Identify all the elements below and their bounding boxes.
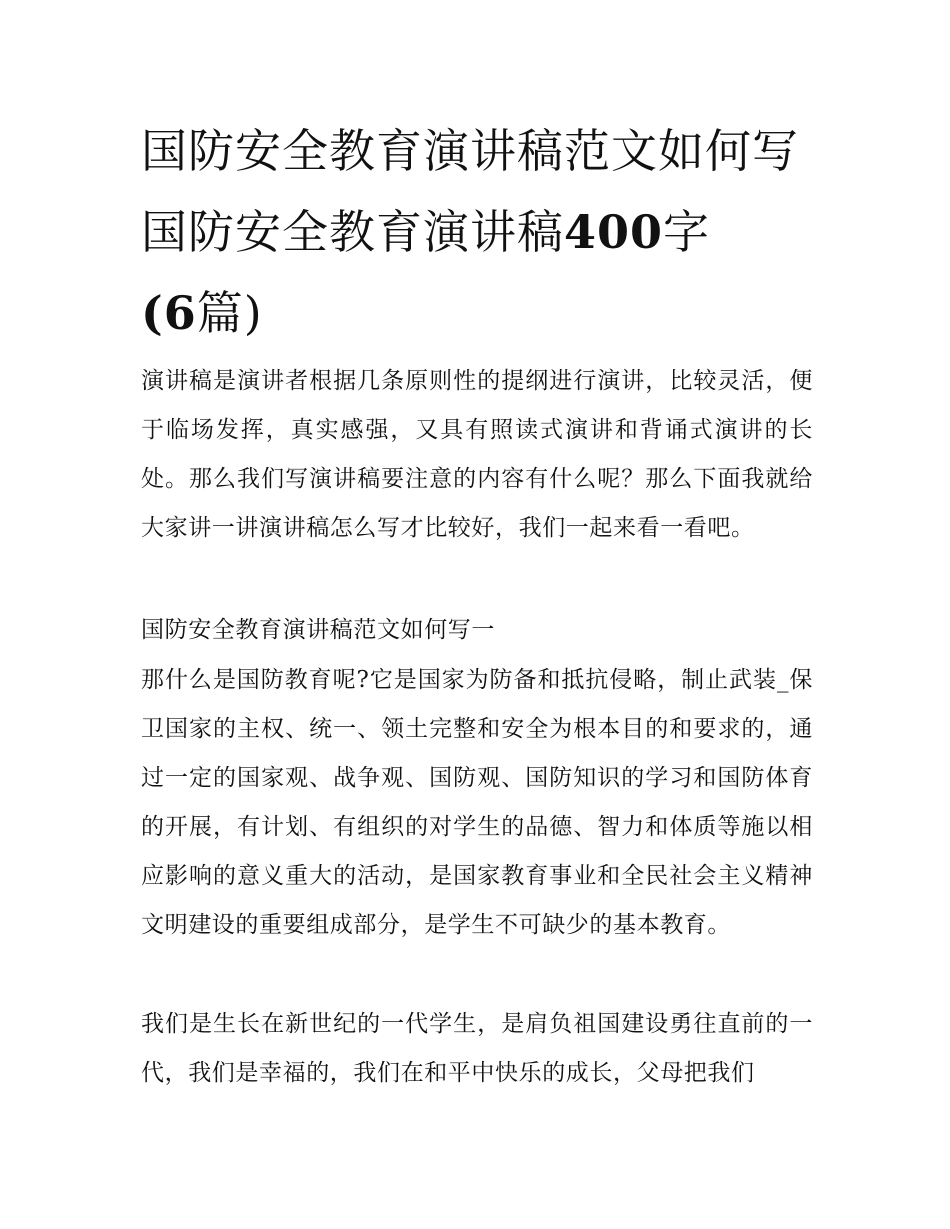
body-paragraph-1: 那什么是国防教育呢?它是国家为防备和抵抗侵略，制止武装_保卫国家的主权、统一、领土完整和安全为根本目的和要求的，通过一定的国家观、战争观、国防观、国防知识的学习和国防体育的开展，有计划、有组织的对学生的品德、智力和体质等施以相应影响的意义重大的活动，是国家教育事业和全民社会主义精神文明建设的重要组成部分，是学生不可缺少的基本教育。 — [141, 667, 813, 938]
intro-paragraph: 演讲稿是演讲者根据几条原则性的提纲进行演讲，比较灵活，便于临场发挥，真实感强，又具有照读式演讲和背诵式演讲的长处。那么我们写演讲稿要注意的内容有什么呢？那么下面我就给大家讲一讲演讲稿怎么写才比较好，我们一起来看一看吧。 — [141, 368, 813, 541]
title-unit: 字 — [663, 205, 711, 259]
title-count-open: (6 — [141, 286, 197, 340]
section-heading: 国防安全教育演讲稿范文如何写一 — [141, 617, 495, 643]
document-title — [141, 111, 821, 354]
title-text: 国防安全教育演讲稿范文如何写 国防安全教育演讲稿 — [141, 124, 799, 259]
title-number: 400 — [564, 205, 664, 259]
title-count-close: 篇) — [196, 286, 263, 340]
body-paragraph-2: 我们是生长在新世纪的一代学生，是肩负祖国建设勇往直前的一代，我们是幸福的，我们在和平中快乐的成长，父母把我们 — [141, 1011, 813, 1086]
